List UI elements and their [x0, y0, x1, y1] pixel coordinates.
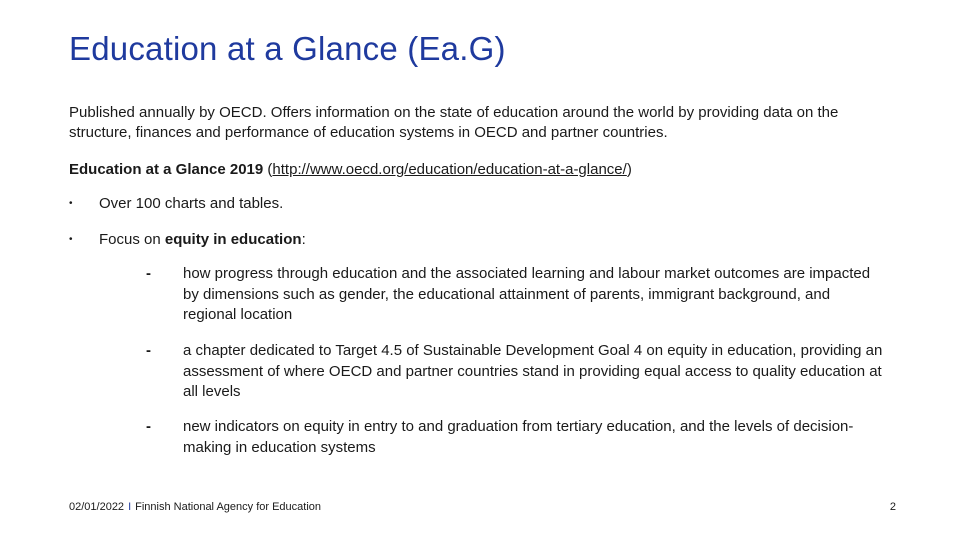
- dash-icon: -: [146, 265, 151, 282]
- footer-separator: I: [128, 501, 132, 513]
- footer-date: 02/01/2022: [69, 501, 125, 513]
- dash-icon: -: [146, 342, 151, 359]
- close-paren: ): [626, 161, 632, 178]
- sub-item-text: a chapter dedicated to Target 4.5 of Sustainable Development Goal 4 on equity in education, providing an assessment of where OECD and partner countries stand in providing equal access to quality education at all levels: [183, 342, 883, 400]
- footer-organization: Finnish National Agency for Education: [135, 501, 322, 513]
- intro-paragraph: Published annually by OECD. Offers information on the state of education around the world by providing data on the structure, finances and performance of education systems in OECD and partner countries.: [69, 104, 839, 141]
- bullet-bold: equity in education: [164, 231, 302, 248]
- slide-title: Education at a Glance (Ea.G): [69, 30, 506, 67]
- page-number: 2: [889, 501, 896, 513]
- bullet-prefix: Focus on: [99, 231, 165, 248]
- footer: [69, 501, 321, 513]
- bullet-dot-icon: •: [69, 198, 73, 209]
- dash-icon: -: [146, 418, 151, 435]
- subheading: [69, 160, 889, 180]
- bullet-dot-icon: •: [69, 234, 73, 245]
- bullet-text: [99, 230, 306, 250]
- subheading-bold: Education at a Glance 2019: [69, 161, 264, 178]
- bullet-text: Over 100 charts and tables.: [99, 195, 284, 212]
- sub-item-text: new indicators on equity in entry to and graduation from tertiary education, and the levels of decision-making in education systems: [183, 418, 854, 456]
- sub-item-text: how progress through education and the associated learning and labour market outcomes are impacted by dimensions such as gender, the educational attainment of parents, immigrant background, and regional location: [183, 265, 871, 323]
- bullet-suffix: :: [301, 231, 306, 248]
- open-paren: (: [263, 161, 273, 178]
- eag-link[interactable]: http://www.oecd.org/education/education-at-a-glance/: [272, 161, 627, 178]
